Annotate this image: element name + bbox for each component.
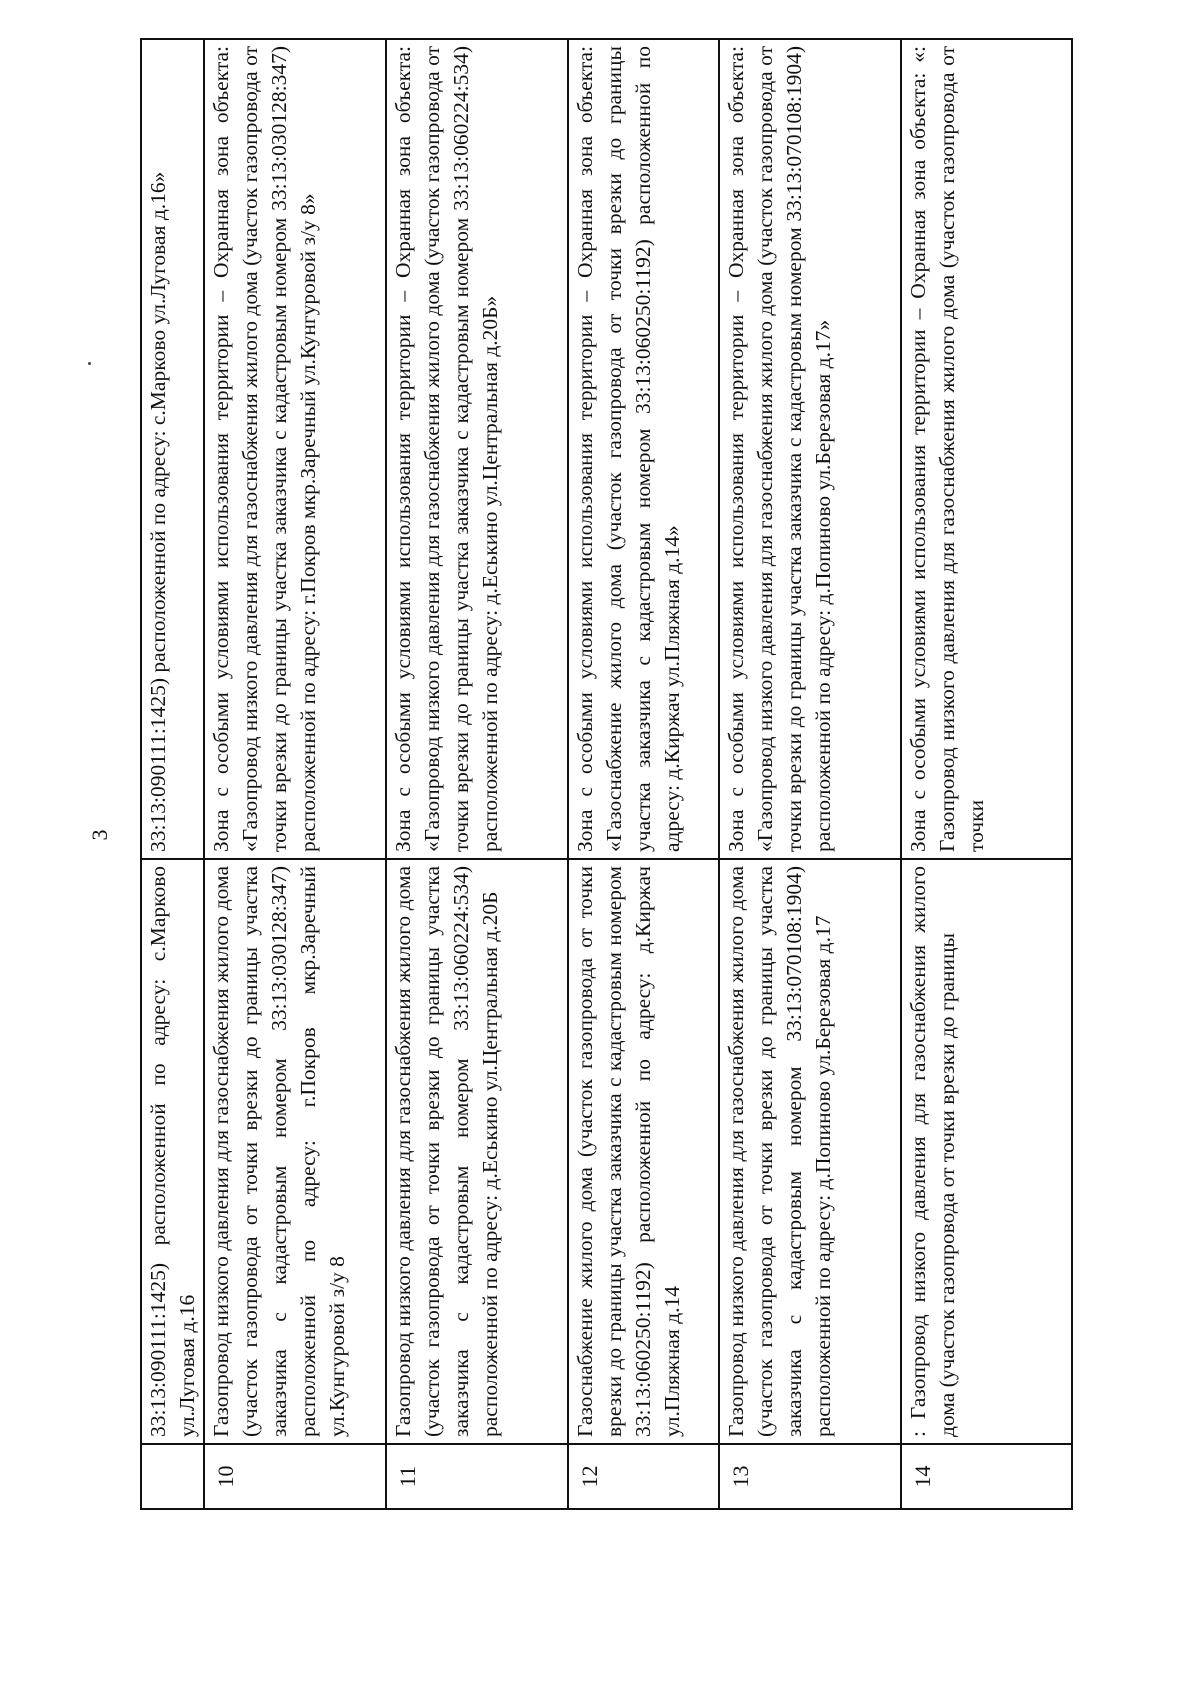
table-row xyxy=(386,39,568,1509)
row-number: 14 xyxy=(901,1444,1072,1509)
object-cell: Газопровод низкого давления для газоснабжения жилого дома (участок газопровода от точки врезки до границы участка заказчика с кадастровым номером 33:13:030128:347) расположенной по адресу: г.Покров мкр.Заречный ул.Кунгуровой з/у 8 xyxy=(204,859,386,1444)
row-number: 12 xyxy=(568,1444,719,1509)
row-number: 11 xyxy=(386,1444,568,1509)
object-cell: Газопровод низкого давления для газоснабжения жилого дома (участок газопровода от точки врезки до границы участка заказчика с кадастровым номером 33:13:060224:534) расположенной по адресу: д.Еськино ул.Центральная д.20Б xyxy=(386,859,568,1444)
zone-cell: Зона с особыми условиями использования территории – Охранная зона объекта: «Газопровод низкого давления для газоснабжения жилого дома (участок газопровода от точки врезки до границы участка заказчика с кадастровым номером 33:13:030128:347) расположенной по адресу: г.Покров мкр.Заречный ул.Кунгуровой з/у 8» xyxy=(204,39,386,859)
table-row xyxy=(719,39,901,1509)
zone-cell: Зона с особыми условиями использования территории – Охранная зона объекта: «Газопровод низкого давления для газоснабжения жилого дома (участок газопровода от точки врезки до границы участка заказчика с кадастровым номером 33:13:070108:1904) расположенной по адресу: д.Попиново ул.Березовая д.17» xyxy=(719,39,901,859)
row-number xyxy=(141,1444,204,1509)
zone-cell: 33:13:090111:1425) расположенной по адресу: с.Марково ул.Луговая д.16» xyxy=(141,39,204,859)
zone-cell: Зона с особыми условиями использования территории – Охранная зона объекта: «: Газопровод низкого давления для газоснабжения жилого дома (участок газопровода от точки xyxy=(901,39,1072,859)
object-cell: 33:13:090111:1425) расположенной по адресу: с.Марково ул.Луговая д.16 xyxy=(141,859,204,1444)
table-row xyxy=(901,39,1072,1509)
row-number: 13 xyxy=(719,1444,901,1509)
zones-table xyxy=(140,38,1073,1510)
scan-speck xyxy=(88,362,91,365)
object-cell: Газоснабжение жилого дома (участок газопровода от точки врезки до границы участка заказчика с кадастровым номером 33:13:060250:1192) расположенной по адресу: д.Киржач ул.Пляжная д.14 xyxy=(568,859,719,1444)
table-row xyxy=(141,39,204,1509)
table-row xyxy=(568,39,719,1509)
object-cell: Газопровод низкого давления для газоснабжения жилого дома (участок газопровода от точки врезки до границы участка заказчика с кадастровым номером 33:13:070108:1904) расположенной по адресу: д.Попиново ул.Березовая д.17 xyxy=(719,859,901,1444)
table-row xyxy=(204,39,386,1509)
zone-cell: Зона с особыми условиями использования территории – Охранная зона объекта: «Газоснабжение жилого дома (участок газопровода от точки врезки до границы участка заказчика с кадастровым номером 33:13:060250:1192) расположенной по адресу: д.Киржач ул.Пляжная д.14» xyxy=(568,39,719,859)
object-cell: : Газопровод низкого давления для газоснабжения жилого дома (участок газопровода от точки врезки до границы xyxy=(901,859,1072,1444)
rotated-table-wrapper xyxy=(140,40,1065,1510)
page-number: 3 xyxy=(87,829,112,841)
row-number: 10 xyxy=(204,1444,386,1509)
zone-cell: Зона с особыми условиями использования территории – Охранная зона объекта: «Газопровод низкого давления для газоснабжения жилого дома (участок газопровода от точки врезки до границы участка заказчика с кадастровым номером 33:13:060224:534) расположенной по адресу: д.Еськино ул.Центральная д.20Б» xyxy=(386,39,568,859)
